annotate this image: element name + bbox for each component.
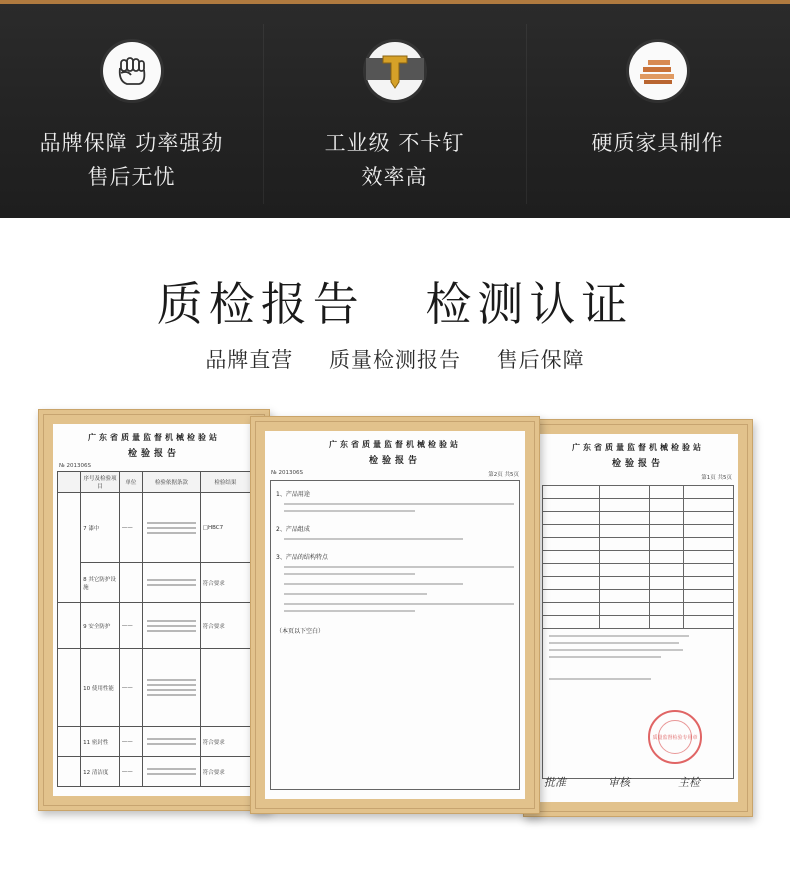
table-cell: 符合要求 [200,563,250,603]
section-heading: 3、产品的结构特点 [276,554,328,561]
stamp-text: 质量监督检验专用章 [652,734,698,741]
doc-number: № 201306S [59,463,91,469]
feature-industrial [263,42,526,194]
doc-number: № 201306S [271,470,303,476]
feature-furniture [526,42,789,160]
signature: 批准 [544,776,566,789]
nail-icon [366,42,424,100]
table-cell: 9 安全防护 [81,603,120,649]
wood-planks-icon [629,42,687,100]
doc-org: 广东省质量监督机械检验站 [572,443,704,452]
table-cell: 12 清洁度 [81,757,120,787]
table-header: 检验结果 [200,472,250,493]
table-cell: 8 其它防护设施 [81,563,120,603]
doc-org: 广东省质量监督机械检验站 [329,440,461,449]
feature-line: 品牌保障 功率强劲 [39,131,224,155]
table-cell: 符合要求 [200,603,250,649]
doc-name: 检验报告 [611,459,664,469]
table-header: 序号及检验项目 [81,472,120,493]
feature-line: 工业级 不卡钉 [324,131,465,155]
feature-brand [0,42,263,194]
feature-line: 效率高 [361,165,428,189]
table-header: 检验依据条款 [142,472,200,493]
table-header: 单位 [119,472,142,493]
title-part: 检测认证 [425,277,634,331]
feature-banner [0,0,790,218]
doc-page: 第1页 共5页 [701,475,732,481]
report-frame-left [38,409,270,811]
report-frame-right [523,419,753,817]
signature: 审核 [608,776,630,789]
doc-org: 广东省质量监督机械检验站 [88,433,220,442]
section-heading: （本页以下空白） [276,628,325,635]
table-cell: 10 使用性能 [81,649,120,727]
subtitle-item: 质量检测报告 [329,348,461,372]
doc-page: 第2页 共5页 [488,472,519,478]
feature-line: 售后无忧 [87,165,176,189]
table-cell: □HBC7 [200,493,250,563]
official-stamp [648,710,702,764]
section-heading: 1、产品用途 [276,491,310,498]
table-cell: 符合要求 [200,757,250,787]
subtitle-item: 售后保障 [496,348,585,372]
report-table: 序号及检验项目 单位 检验依据条款 检验结果 7 漆中 —— □HBC7 8 其它防护设施 符合要求 9 安全防护 —— 符合要求 10 使用性能 —— 11 密封性 —— 符合要求 12 清洁度 —— 符合要求 [57,471,251,787]
table-cell [200,649,250,727]
fist-icon [103,42,161,100]
report-frame-middle [250,416,540,814]
signature: 主检 [678,776,700,789]
report-page-right [538,434,738,802]
feature-line: 硬质家具制作 [591,131,724,155]
doc-name: 检验报告 [127,449,180,459]
report-content-box [270,480,520,790]
page-subtitle [0,344,790,374]
doc-name: 检验报告 [368,456,421,466]
report-page-left [53,424,255,796]
subtitle-item: 品牌直营 [205,348,294,372]
section-heading: 2、产品组成 [276,526,310,533]
report-page-middle [265,431,525,799]
title-part: 质检报告 [156,277,365,331]
report-table [542,485,734,779]
page-title [0,268,790,334]
table-cell: 符合要求 [200,727,250,757]
table-cell: 11 密封性 [81,727,120,757]
table-cell: 7 漆中 [81,493,120,563]
